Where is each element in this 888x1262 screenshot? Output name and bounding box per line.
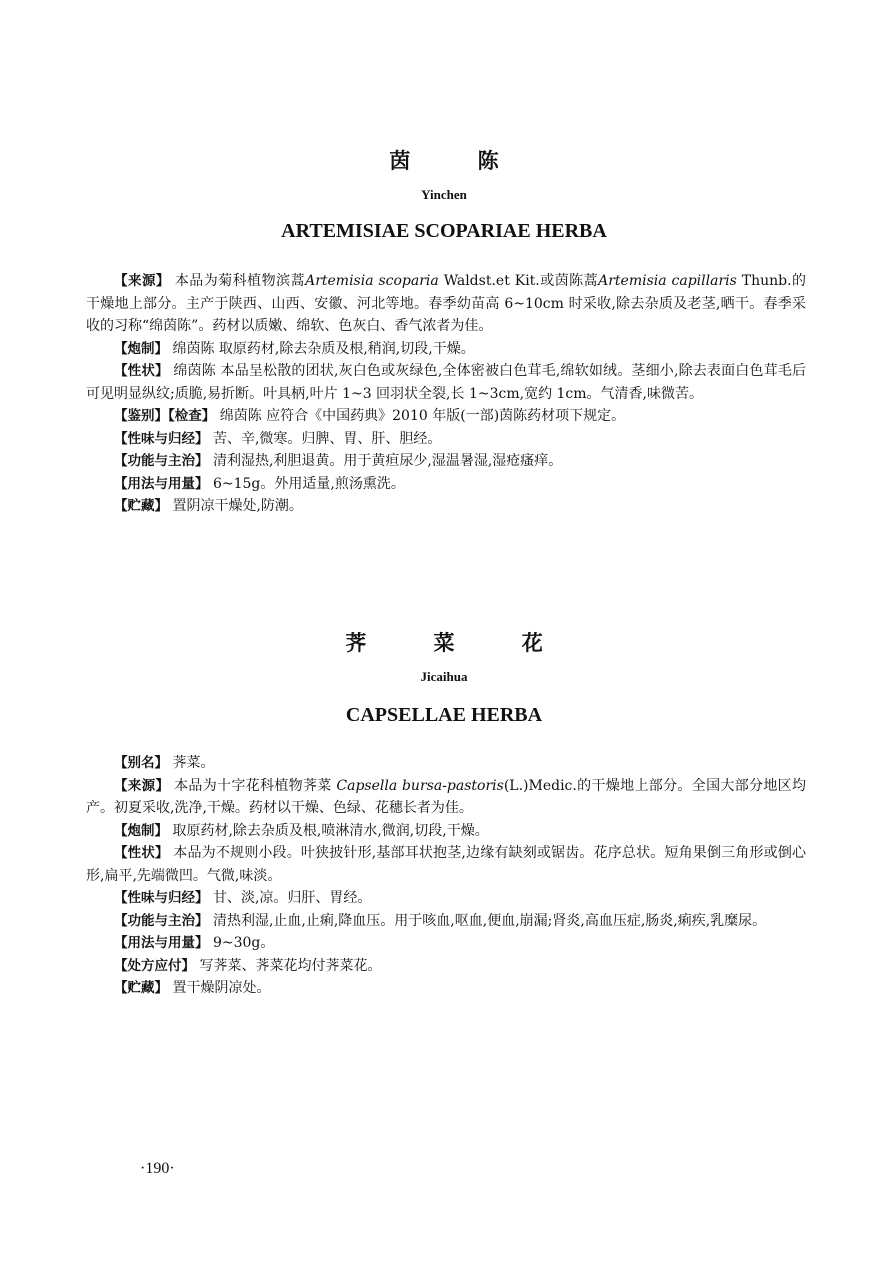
entry1-body [86,270,806,518]
scientific-name: Capsella bursa-pastoris [336,777,504,794]
entry2-pinyin: Jicaihua [420,669,468,684]
entry1-usage: 【用法与用量】 6~15g。外用适量,煎汤熏洗。 [114,475,405,492]
page-number: ·190· [140,1160,175,1177]
entry2-body [86,752,806,1000]
entry2-usage: 【用法与用量】 9~30g。 [114,935,275,951]
entry1-processing: 【炮制】 绵茵陈 取原药材,除去杂质及根,稍润,切段,干燥。 [114,340,475,357]
entry2-characters: 【性状】 本品为不规则小段。叶狭披针形,基部耳状抱茎,边缘有缺刻或锯齿。花序总状。短角果倒三角形或倒心形,扁平,先端微凹。气微,味淡。 [86,845,807,884]
entry1-title: 茵 陈 [389,149,529,173]
entry2-alias: 【别名】 荠菜。 [114,755,215,771]
entry2-nature: 【性味与归经】 甘、淡,凉。归肝、胃经。 [114,890,372,906]
entry2-prescription: 【处方应付】 写荠菜、荠菜花均付荠菜花。 [114,957,382,974]
entry1-storage: 【贮藏】 置阴凉干燥处,防潮。 [114,498,303,514]
entry1-source: 【来源】 本品为菊科植物滨蒿Artemisia scoparia Waldst.et Kit.或茵陈蒿Artemisia capillaris Thunb.的干燥地上部分。主产于陕西、山西、安徽、河北等地。春季幼苗高 6~10cm 时采收,除去杂质及老茎,晒干。春季采收的习称“绵茵陈”。药材以质嫩、绵软、色灰白、香气浓者为佳。 [86,273,807,334]
entry1-characters: 【性状】 绵茵陈 本品呈松散的团状,灰白色或灰绿色,全体密被白色茸毛,绵软如绒。茎细小,除去表面白色茸毛后可见明显纵纹;质脆,易折断。叶具柄,叶片 1~3 回羽状全裂,长 1~3cm,宽约 1cm。气清香,味微苦。 [86,363,806,402]
source-tag: 【来源】 [114,273,170,289]
entry2-latin-name: CAPSELLAE HERBA [345,704,543,726]
entry1-function: 【功能与主治】 清利湿热,利胆退黄。用于黄疸尿少,湿温暑湿,湿疮瘙痒。 [114,453,563,469]
entry1-identification: 【鉴别】【检查】 绵茵陈 应符合《中国药典》2010 年版(一部)茵陈药材项下规定。 [114,408,626,424]
entry2-source: 【来源】 本品为十字花科植物荠菜 Capsella bursa-pastoris(L.)Medic.的干燥地上部分。全国大部分地区均产。初夏采收,洗净,干燥。药材以干燥、色绿、花穗长者为佳。 [86,777,807,816]
entry1-latin-name: ARTEMISIAE SCOPARIAE HERBA [281,220,607,242]
scientific-name: Artemisia capillaris [598,273,737,289]
entry2-processing: 【炮制】 取原药材,除去杂质及根,喷淋清水,微润,切段,干燥。 [114,822,489,839]
entry1-nature: 【性味与归经】 苦、辛,微寒。归脾、胃、肝、胆经。 [114,430,442,447]
entry2-function: 【功能与主治】 清热利湿,止血,止痢,降血压。用于咳血,呕血,便血,崩漏;肾炎,高血压症,肠炎,痢疾,乳糜尿。 [114,912,767,929]
entry1-pinyin: Yinchen [421,187,467,202]
entry2-title: 荠 菜 花 [345,631,573,655]
entry2-storage: 【贮藏】 置干燥阴凉处。 [114,980,271,996]
scientific-name: Artemisia scoparia [305,273,439,289]
